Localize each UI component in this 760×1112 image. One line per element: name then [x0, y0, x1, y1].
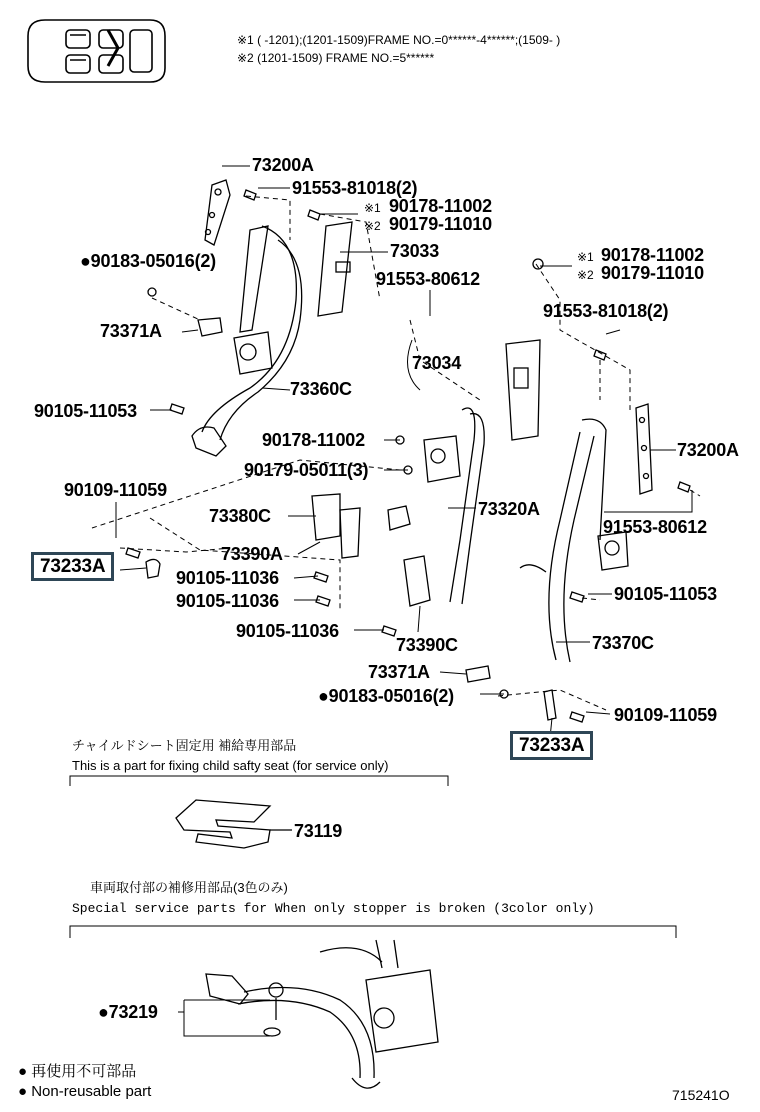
- part-label[interactable]: 73033: [390, 241, 440, 261]
- part-label[interactable]: ●90183-05016(2): [80, 251, 216, 271]
- part-label-highlighted[interactable]: 73233A: [31, 552, 114, 581]
- part-label[interactable]: 73370C: [592, 633, 654, 653]
- footnote-mark: ※2: [577, 268, 594, 282]
- part-label[interactable]: ●90183-05016(2): [318, 686, 454, 706]
- part-label[interactable]: 91553-80612: [376, 269, 480, 289]
- part-label[interactable]: 90105-11036: [176, 568, 279, 588]
- part-label[interactable]: 90105-11036: [236, 621, 339, 641]
- footnote-mark: ※1: [577, 250, 594, 264]
- vehicle-seat-icon: [28, 20, 165, 82]
- part-label[interactable]: 73390C: [396, 635, 458, 655]
- part-label[interactable]: 90179-11010: [601, 263, 704, 283]
- part-label[interactable]: 90105-11053: [614, 584, 717, 604]
- stopper-detail-drawing: [206, 940, 438, 1088]
- special-parts-title-jp: 車両取付部の補修用部品(3色のみ): [90, 880, 288, 895]
- part-label[interactable]: 73034: [412, 353, 462, 373]
- part-label[interactable]: 90105-11036: [176, 591, 279, 611]
- special-parts-title-en: Special service parts for When only stopper is broken (3color only): [72, 901, 595, 916]
- part-label[interactable]: 91553-81018(2): [292, 178, 418, 198]
- child-seat-bracket-drawing: [176, 800, 292, 848]
- part-label[interactable]: 73200A: [677, 440, 739, 460]
- part-label[interactable]: 90109-11059: [614, 705, 717, 725]
- part-label[interactable]: 73119: [294, 821, 343, 841]
- footnote-mark: ※2: [364, 219, 381, 233]
- part-label[interactable]: 90179-11010: [389, 214, 492, 234]
- part-label[interactable]: ●73219: [98, 1002, 158, 1022]
- part-label-highlighted[interactable]: 73233A: [510, 731, 593, 760]
- part-label[interactable]: 90109-11059: [64, 480, 167, 500]
- legend-non-reusable-en: ● Non-reusable part: [18, 1083, 152, 1100]
- part-label[interactable]: 73371A: [100, 321, 162, 341]
- frame-note-1: ※1 ( -1201);(1201-1509)FRAME NO.=0******-4******;(1509- ): [237, 33, 561, 47]
- part-label[interactable]: 73380C: [209, 506, 271, 526]
- part-label[interactable]: 90178-11002: [262, 430, 365, 450]
- part-label[interactable]: 73320A: [478, 499, 540, 519]
- child-seat-section-title-jp: チャイルドシート固定用 補給専用部品: [72, 738, 297, 753]
- part-label[interactable]: 73390A: [221, 544, 283, 564]
- part-label[interactable]: 90178-11002: [601, 245, 704, 265]
- part-label[interactable]: 90105-11053: [34, 401, 137, 421]
- footnote-mark: ※1: [364, 201, 381, 215]
- left-seatbelt-drawing: [148, 180, 352, 456]
- part-label[interactable]: 73200A: [252, 155, 314, 175]
- legend-non-reusable-jp: ● 再使用不可部品: [18, 1063, 137, 1080]
- part-label[interactable]: 73360C: [290, 379, 352, 399]
- part-label[interactable]: 73371A: [368, 662, 430, 682]
- part-label[interactable]: 91553-81018(2): [543, 301, 669, 321]
- frame-note-2: ※2 (1201-1509) FRAME NO.=5******: [237, 51, 435, 65]
- part-label[interactable]: 90178-11002: [389, 196, 492, 216]
- diagram-id: 715241O: [672, 1087, 730, 1103]
- child-seat-section-title-en: This is a part for fixing child safty seat (for service only): [72, 758, 389, 773]
- part-label[interactable]: 90179-05011(3): [244, 460, 369, 480]
- part-label[interactable]: 91553-80612: [603, 517, 707, 537]
